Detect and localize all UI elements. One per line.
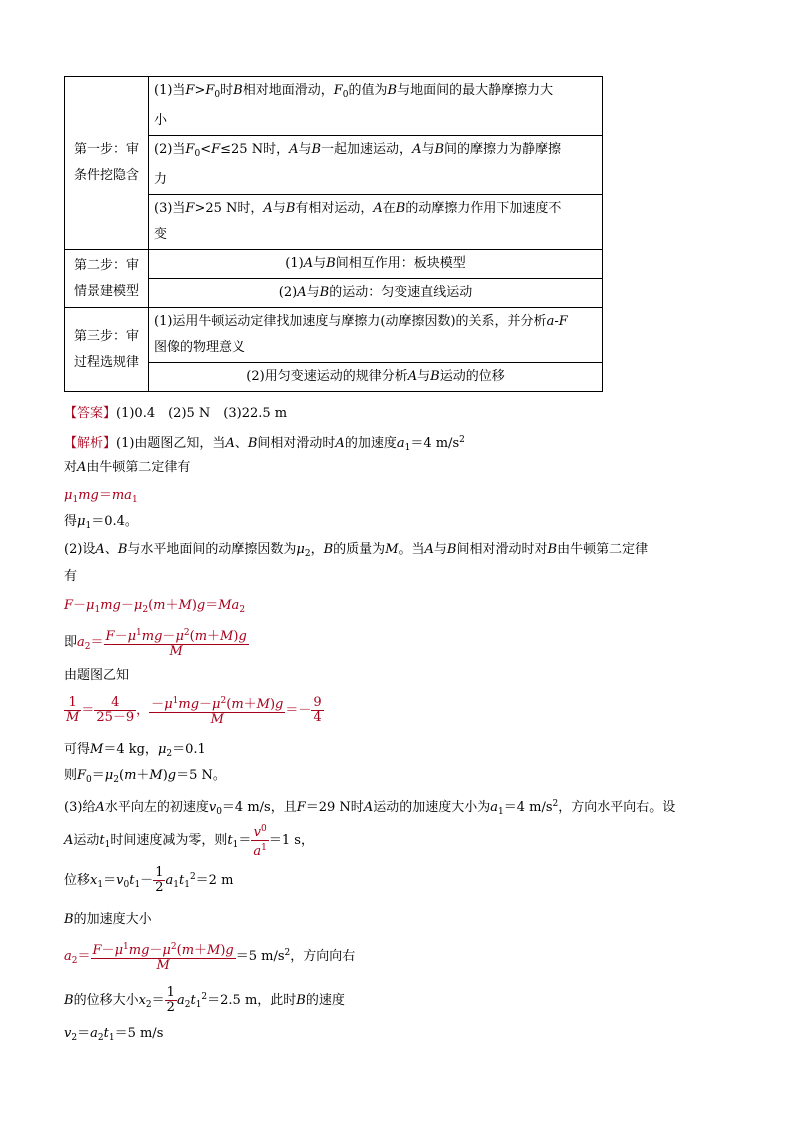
equation-3: 即$a_2=$ $\frac{F-\mu^1mg-\mu^2(m+M)g}{M}$: [64, 628, 247, 659]
analysis-line-12: (3)给A水平向左的初速度$v_0=4$ m/s，且F＝29 N时A运动的加速度大小为$a_1=4$ $m/s^2$，方向水平向右。设: [64, 799, 676, 817]
analysis-line-5b: 有: [64, 569, 78, 584]
equation-2: $F-\mu_1mg-\mu_2(m+M)g=Ma_2$: [64, 598, 246, 615]
equation-4: $\frac{1}{M}$ ＝ $\frac{4}{25-9}$ ， $\frac{-\mu^1mg-\mu^2(m+M)g}{M}$ ＝－ $\frac{9}{4}$: [66, 695, 322, 727]
step2-label: 第二步：审 情景建模型: [65, 250, 149, 308]
step1-row2: (2)当$F_0<F\le 25$ N时，A与B一起加速运动，A与B间的摩擦力为静摩擦 力: [149, 136, 603, 195]
analysis-line-1: 【解析】(1)由题图乙知，当A、B间相对滑动时A的加速度$a_1=4$ $m/s^2$: [64, 435, 465, 453]
equation-1: $\mu_1mg=ma_1$: [64, 488, 138, 505]
analysis-line-2: 对A由牛顿第二定律有: [64, 460, 191, 475]
step1-label: 第一步：审 条件挖隐含: [65, 77, 149, 250]
step1-row1: (1)当$F>F_0$时B相对地面滑动，$F_0$的值为B与地面间的最大静摩擦力大 小: [149, 77, 603, 136]
step2-row1: (1)A与B间相互作用：板块模型: [149, 250, 603, 279]
analysis-line-10: 可得M＝4 kg，$\mu_2=0.1$: [64, 742, 206, 759]
analysis-line-11: 则$F_0=\mu_2(m+M)g=5$ N。: [64, 768, 226, 785]
analysis-line-5: (2)设A、B与水平地面间的动摩擦因数为$\mu_2$，B的质量为M。当A与B间相对滑动时对B由牛顿第二定律: [64, 542, 649, 559]
answer-tag: 【答案】: [64, 406, 117, 421]
step2-row2: (2)A与B的运动：匀变速直线运动: [149, 279, 603, 308]
answer-line: [64, 404, 287, 424]
analysis-line-8: 由题图乙知: [64, 668, 130, 683]
step1-row3: (3)当F>25 N时，A与B有相对运动，A在B的动摩擦力作用下加速度不 变: [149, 195, 603, 250]
analysis-line-12b: A运动$t_1$时间速度减为零，则$t_1=$ $\frac{v^0}{a^1}$ ＝1 s，: [64, 824, 314, 859]
equation-6: $a_2=$ $\frac{F-\mu^1mg-\mu^2(m+M)g}{M}$ ＝5 $m/s^2$，方向向右: [64, 942, 356, 973]
answer-text: (1)0.4 (2)5 N (3)22.5 m: [116, 406, 288, 421]
equation-5: 位移$x_1=v_0t_1-$ $\frac{1}{2}$ $a_1t_1^2=2$ m: [64, 865, 234, 895]
equation-7: $v_2=a_2t_1=5$ m/s: [64, 1026, 164, 1043]
analysis-line-16: B的位移大小$x_2=$ $\frac{1}{2}$ $a_2t_1^2=2.5$ m，此时B的速度: [64, 985, 345, 1015]
analysis-line-4: 得$\mu_1=0.4$。: [64, 514, 138, 531]
step3-row2: (2)用匀变速运动的规律分析A与B运动的位移: [149, 363, 603, 392]
analysis-tag: 【解析】: [64, 436, 117, 451]
step3-label: 第三步：审 过程选规律: [65, 308, 149, 392]
step3-row1: (1)运用牛顿运动定律找加速度与摩擦力(动摩擦因数)的关系，并分析a-F 图像的物理意义: [149, 308, 603, 363]
analysis-line-14: B的加速度大小: [64, 912, 152, 927]
steps-table: [64, 76, 603, 392]
